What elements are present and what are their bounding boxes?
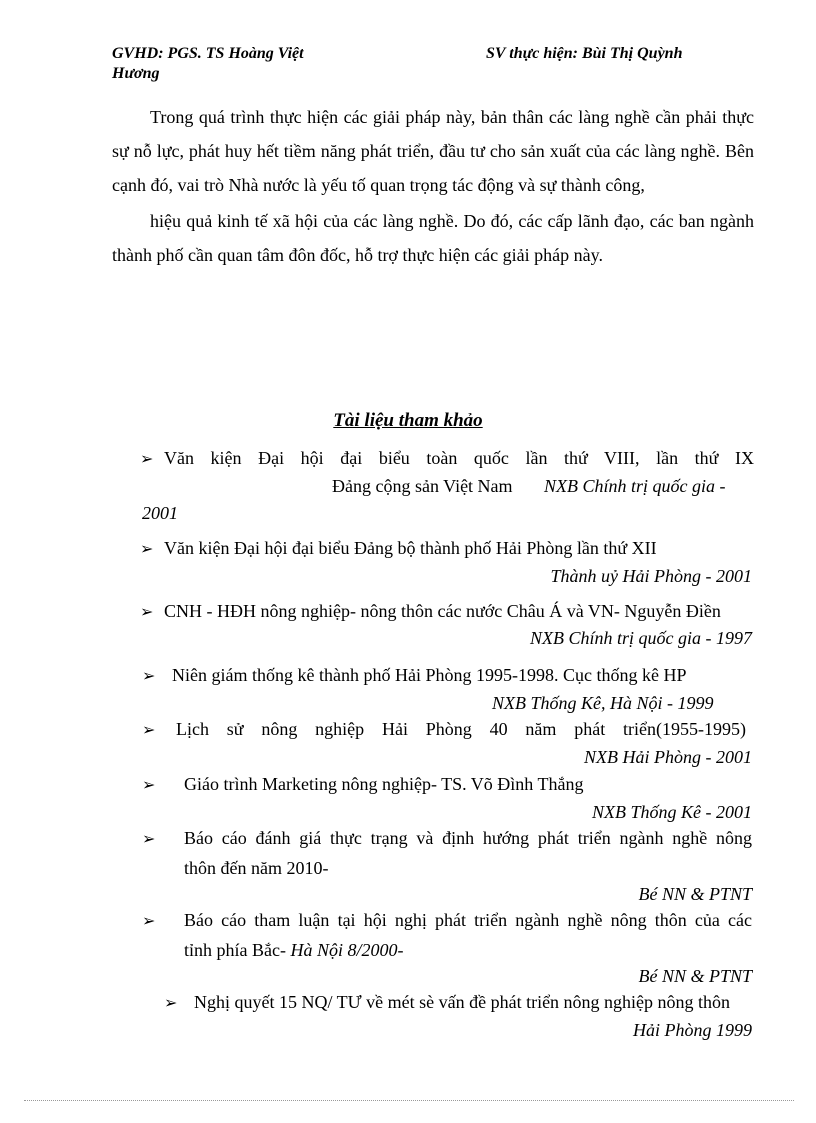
references-title: Tài liệu tham khảo xyxy=(333,410,483,431)
arrow-bullet-icon: ➢ xyxy=(142,777,156,794)
page-header-left: GVHD: PGS. TS Hoàng Việt Hương xyxy=(112,45,304,82)
reference-text-continued xyxy=(184,940,404,961)
reference-source: NXB Hải Phòng - 2001 xyxy=(584,747,752,767)
reference-source: Hải Phòng 1999 xyxy=(633,1020,752,1040)
arrow-bullet-icon: ➢ xyxy=(142,913,156,930)
reference-text: Văn kiện Đại hội đại biểu Đảng bộ thành phố Hải Phòng lần thứ XII xyxy=(164,538,657,558)
reference-source: Bé NN & PTNT xyxy=(638,884,752,904)
reference-text: Văn kiện Đại hội đại biểu toàn quốc lần thứ VIII, lần thứ IX xyxy=(164,448,754,468)
arrow-bullet-icon: ➢ xyxy=(140,451,154,468)
footer-divider xyxy=(24,1100,794,1101)
arrow-bullet-icon: ➢ xyxy=(164,995,178,1012)
reference-text: Giáo trình Marketing nông nghiệp- TS. Võ Đình Thắng xyxy=(184,774,584,794)
reference-source: NXB Chính trị quốc gia - xyxy=(544,476,726,496)
reference-source: NXB Chính trị quốc gia - 1997 xyxy=(530,628,752,648)
reference-text: Niên giám thống kê thành phố Hải Phòng 1995-1998. Cục thống kê HP xyxy=(172,665,687,685)
reference-text-italic: Hà Nội 8/2000- xyxy=(290,940,404,960)
reference-text-continued: thôn đến năm 2010- xyxy=(184,858,329,878)
arrow-bullet-icon: ➢ xyxy=(142,831,156,848)
reference-text: Báo cáo đánh giá thực trạng và định hướng phát triển ngành nghề nông xyxy=(184,828,752,848)
reference-text: CNH - HĐH nông nghiệp- nông thôn các nước Châu Á và VN- Nguyễn Điền xyxy=(164,601,721,621)
reference-source: Thành uỷ Hải Phòng - 2001 xyxy=(550,566,752,586)
body-paragraph: hiệu quả kinh tế xã hội của các làng nghề. Do đó, các cấp lãnh đạo, các ban ngành thành phố cần quan tâm đôn đốc, hỗ trợ thực hiện các giải pháp này. xyxy=(112,211,754,265)
arrow-bullet-icon: ➢ xyxy=(142,668,156,685)
body-paragraph: Trong quá trình thực hiện các giải pháp này, bản thân các làng nghề cần phải thực sự nỗ lực, phát huy hết tiềm năng phát triển, đầu tư cho sản xuất của các làng nghề. Bên cạnh đó, vai trò Nhà nước là yếu tố quan trọng tác động và sự thành công, xyxy=(112,107,754,195)
arrow-bullet-icon: ➢ xyxy=(140,541,154,558)
reference-source: NXB Thống Kê, Hà Nội - 1999 xyxy=(492,693,714,713)
arrow-bullet-icon: ➢ xyxy=(142,722,156,739)
reference-text-plain: tỉnh phía Bắc- xyxy=(184,940,286,960)
arrow-bullet-icon: ➢ xyxy=(140,604,154,621)
reference-source: Bé NN & PTNT xyxy=(638,966,752,986)
reference-source: NXB Thống Kê - 2001 xyxy=(592,802,752,822)
page-header-right: SV thực hiện: Bùi Thị Quỳnh xyxy=(486,45,683,62)
reference-text-continued: Đảng cộng sản Việt Nam xyxy=(332,476,513,496)
reference-text: Báo cáo tham luận tại hội nghị phát triển ngành nghề nông thôn của các xyxy=(184,910,752,930)
reference-text: Nghị quyết 15 NQ/ TƯ về mét sè vấn đề phát triển nông nghiệp nông thôn xyxy=(194,992,731,1012)
reference-text: Lịch sử nông nghiệp Hải Phòng 40 năm phát triển(1955-1995) xyxy=(176,719,746,739)
reference-year: 2001 xyxy=(142,503,178,523)
